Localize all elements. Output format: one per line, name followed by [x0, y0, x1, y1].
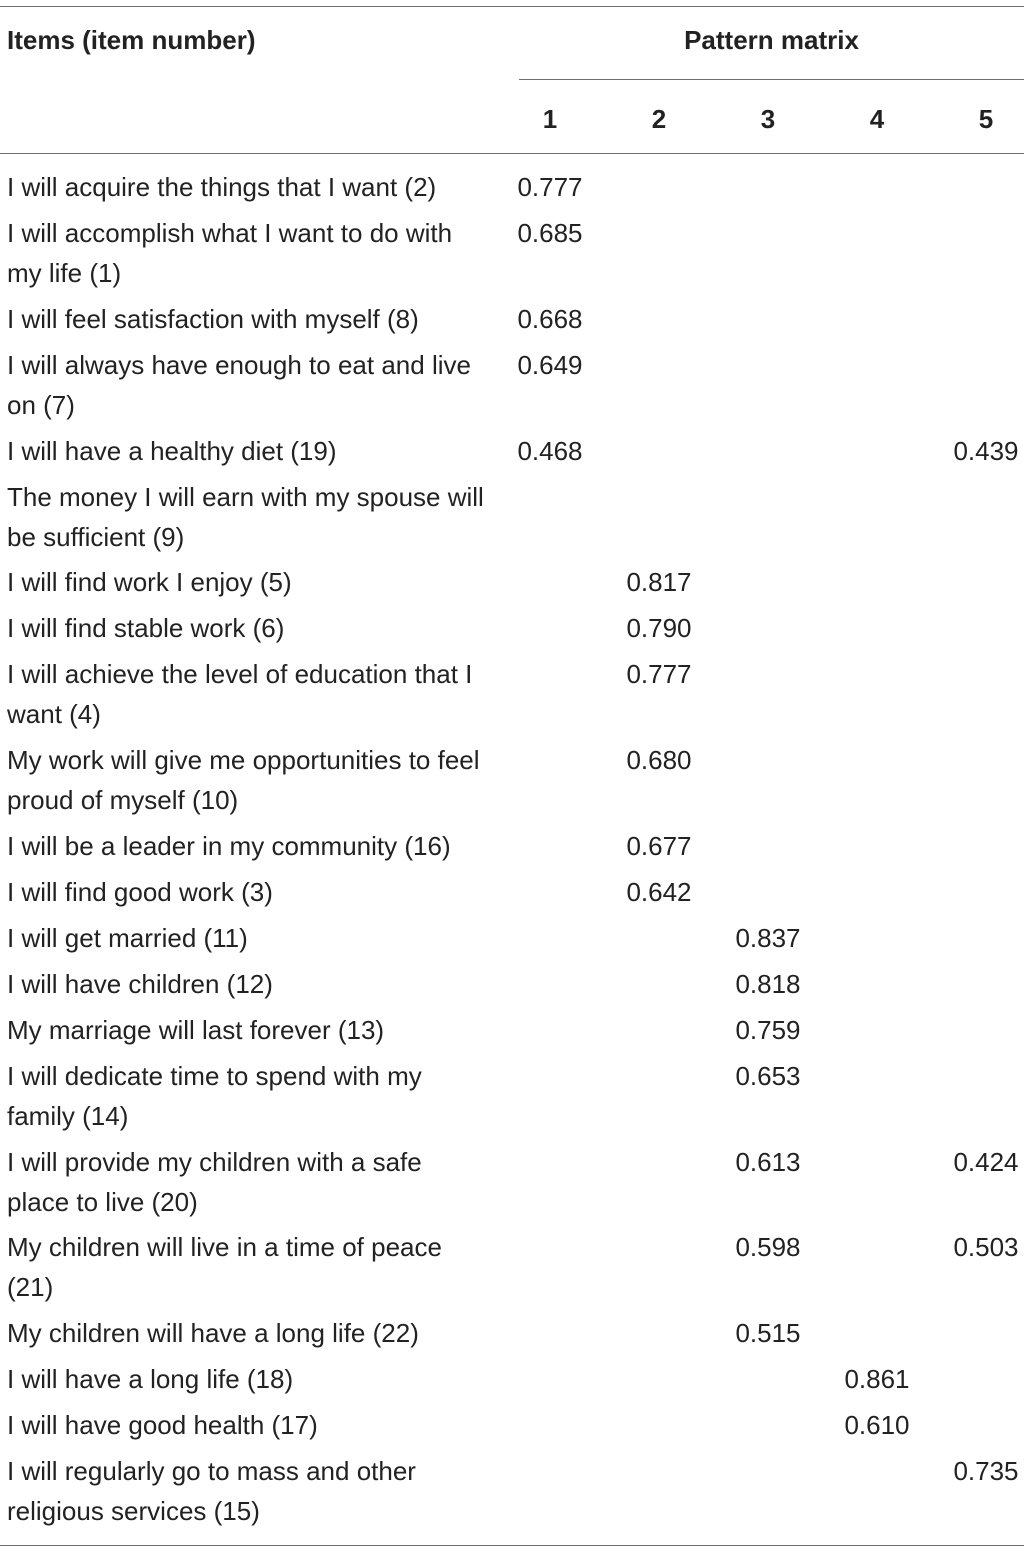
item-label: I will achieve the level of education that I want (4): [7, 659, 473, 729]
loading-factor-4: 0.610: [844, 1410, 910, 1440]
header-bottom-rule: [0, 153, 1024, 154]
item-label: My children will live in a time of peace (21): [7, 1232, 442, 1302]
item-label: I will have a healthy diet (19): [7, 436, 337, 466]
loading-factor-3: 0.759: [735, 1015, 801, 1045]
loading-factor-1: 0.468: [517, 436, 583, 466]
top-rule: [0, 6, 1024, 7]
pattern-matrix-header: Pattern matrix: [684, 25, 859, 55]
item-label: I will feel satisfaction with myself (8): [7, 304, 419, 334]
items-column-header: Items (item number): [7, 25, 256, 55]
item-label: I will always have enough to eat and live on (7): [7, 350, 471, 420]
item-label: I will be a leader in my community (16): [7, 831, 451, 861]
loading-factor-3: 0.598: [735, 1232, 801, 1262]
factor-header-4: 4: [869, 104, 885, 134]
factor-header-3: 3: [760, 104, 776, 134]
item-label: I will regularly go to mass and other religious services (15): [7, 1456, 416, 1526]
loading-factor-1: 0.668: [517, 304, 583, 334]
item-label: I will have a long life (18): [7, 1364, 294, 1394]
loading-factor-2: 0.817: [626, 567, 692, 597]
loading-factor-1: 0.685: [517, 218, 583, 248]
loading-factor-2: 0.677: [626, 831, 692, 861]
item-label: My children will have a long life (22): [7, 1318, 419, 1348]
loading-factor-2: 0.777: [626, 659, 692, 689]
factor-header-5: 5: [978, 104, 994, 134]
loading-factor-2: 0.790: [626, 613, 692, 643]
loading-factor-3: 0.837: [735, 923, 801, 953]
item-label: I will find stable work (6): [7, 613, 285, 643]
bottom-rule: [0, 1545, 1024, 1546]
item-label: The money I will earn with my spouse will be sufficient (9): [7, 482, 484, 552]
loading-factor-2: 0.642: [626, 877, 692, 907]
loading-factor-5: 0.424: [953, 1147, 1019, 1177]
item-label: I will provide my children with a safe place to live (20): [7, 1147, 422, 1217]
item-label: I will dedicate time to spend with my family (14): [7, 1061, 422, 1131]
loading-factor-3: 0.613: [735, 1147, 801, 1177]
item-label: I will find good work (3): [7, 877, 273, 907]
loading-factor-4: 0.861: [844, 1364, 910, 1394]
item-label: I will have children (12): [7, 969, 273, 999]
item-label: My marriage will last forever (13): [7, 1015, 385, 1045]
factor-header-2: 2: [651, 104, 667, 134]
loading-factor-3: 0.653: [735, 1061, 801, 1091]
loading-factor-5: 0.503: [953, 1232, 1019, 1262]
item-label: I will accomplish what I want to do with my life (1): [7, 218, 453, 288]
loading-factor-5: 0.735: [953, 1456, 1019, 1486]
loading-factor-2: 0.680: [626, 745, 692, 775]
item-label: My work will give me opportunities to feel proud of myself (10): [7, 745, 480, 815]
item-label: I will find work I enjoy (5): [7, 567, 292, 597]
loading-factor-3: 0.515: [735, 1318, 801, 1348]
item-label: I will acquire the things that I want (2): [7, 172, 437, 202]
loading-factor-5: 0.439: [953, 436, 1019, 466]
loading-factor-3: 0.818: [735, 969, 801, 999]
loading-factor-1: 0.777: [517, 172, 583, 202]
item-label: I will get married (11): [7, 923, 248, 953]
item-label: I will have good health (17): [7, 1410, 318, 1440]
loading-factor-1: 0.649: [517, 350, 583, 380]
pattern-matrix-underline: [519, 79, 1024, 80]
factor-header-1: 1: [542, 104, 558, 134]
